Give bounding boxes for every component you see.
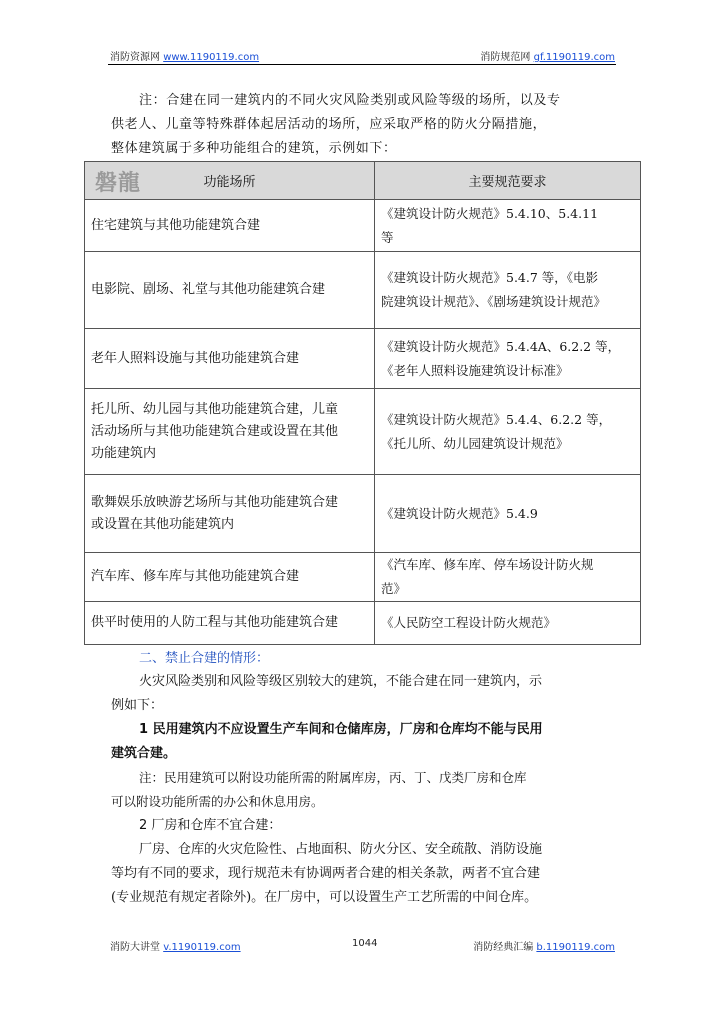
place-cell: 老年人照料设施与其他功能建筑合建 [85, 329, 375, 389]
header-left-label: 消防资源网 [110, 52, 160, 63]
paragraph-line-3: (专业规范有规定者除外)。在厂房中，可以设置生产工艺所需的中间仓库。 [111, 890, 538, 905]
header-right-link[interactable]: gf.1190119.com [533, 52, 615, 63]
table-header-requirement: 主要规范要求 [375, 162, 641, 200]
footer-left-link[interactable]: v.1190119.com [163, 942, 241, 953]
note-1-line-2: 可以附设功能所需的办公和休息用房。 [111, 794, 324, 809]
footer-right [473, 938, 615, 953]
footer-right-link[interactable]: b.1190119.com [536, 942, 615, 953]
footer-left [110, 938, 241, 953]
requirement-cell: 《汽车库、修车库、停车场设计防火规 范》 [375, 553, 641, 602]
header-divider [108, 64, 616, 65]
item-1-line-1: 1 民用建筑内不应设置生产车间和仓储库房，厂房和仓库均不能与民用 [139, 722, 543, 737]
requirement-cell: 《人民防空工程设计防火规范》 [375, 602, 641, 645]
place-cell: 供平时使用的人防工程与其他功能建筑合建 [85, 602, 375, 645]
note-line-1: 注：合建在同一建筑内的不同火灾风险类别或风险等级的场所，以及专 [139, 93, 561, 108]
footer-right-label: 消防经典汇编 [473, 942, 534, 953]
place-cell: 电影院、剧场、礼堂与其他功能建筑合建 [85, 252, 375, 329]
requirement-cell: 《建筑设计防火规范》5.4.7 等，《电影 院建筑设计规范》、《剧场建筑设计规范》 [375, 252, 641, 329]
paragraph-line-2: 等均有不同的要求，现行规范未有协调两者合建的相关条款，两者不宜合建 [111, 866, 541, 881]
place-cell: 汽车库、修车库与其他功能建筑合建 [85, 553, 375, 602]
table-row [85, 252, 641, 329]
requirement-cell: 《建筑设计防火规范》5.4.4A、6.2.2 等， 《老年人照料设施建筑设计标准》 [375, 329, 641, 389]
place-cell: 托儿所、幼儿园与其他功能建筑合建，儿童 活动场所与其他功能建筑合建或设置在其他 功能建筑内 [85, 389, 375, 475]
header-left-link[interactable]: www.1190119.com [163, 52, 260, 63]
table-header-row [85, 162, 641, 200]
page-number: 1044 [352, 938, 378, 949]
section-2-title: 二、禁止合建的情形： [139, 651, 270, 666]
place-cell: 住宅建筑与其他功能建筑合建 [85, 200, 375, 252]
watermark-logo: 磐龍 [95, 170, 142, 196]
table-row [85, 475, 641, 553]
requirement-cell: 《建筑设计防火规范》5.4.4、6.2.2 等， 《托儿所、幼儿园建筑设计规范》 [375, 389, 641, 475]
paragraph-line-1: 厂房、仓库的火灾危险性、占地面积、防火分区、安全疏散、消防设施 [139, 842, 543, 857]
requirement-cell: 《建筑设计防火规范》5.4.9 [375, 475, 641, 553]
section-2-intro-line-1: 火灾风险类别和风险等级区别较大的建筑，不能合建在同一建筑内，示 [139, 674, 543, 689]
header-left [110, 48, 259, 63]
table-row [85, 553, 641, 602]
note-1-line-1: 注：民用建筑可以附设功能所需的附属库房，丙、丁、戊类厂房和仓库 [139, 770, 527, 785]
table-header-place: 磐龍 功能场所 [85, 162, 375, 200]
table-row [85, 329, 641, 389]
section-2-intro-line-2: 例如下： [111, 698, 164, 713]
table-row [85, 389, 641, 475]
header-right-label: 消防规范网 [480, 52, 531, 63]
note-line-2: 供老人、儿童等特殊群体起居活动的场所，应采取严格的防火分隔措施， [111, 117, 547, 132]
item-1-line-2: 建筑合建。 [111, 746, 177, 761]
header-right [480, 48, 615, 63]
spec-table [84, 161, 641, 645]
table-row [85, 602, 641, 645]
requirement-cell: 《建筑设计防火规范》5.4.10、5.4.11 等 [375, 200, 641, 252]
place-cell: 歌舞娱乐放映游艺场所与其他功能建筑合建 或设置在其他功能建筑内 [85, 475, 375, 553]
table-row [85, 200, 641, 252]
item-2-heading: 2 厂房和仓库不宜合建： [139, 818, 282, 833]
footer-left-label: 消防大讲堂 [110, 942, 160, 953]
note-line-3: 整体建筑属于多种功能组合的建筑，示例如下： [111, 141, 397, 156]
